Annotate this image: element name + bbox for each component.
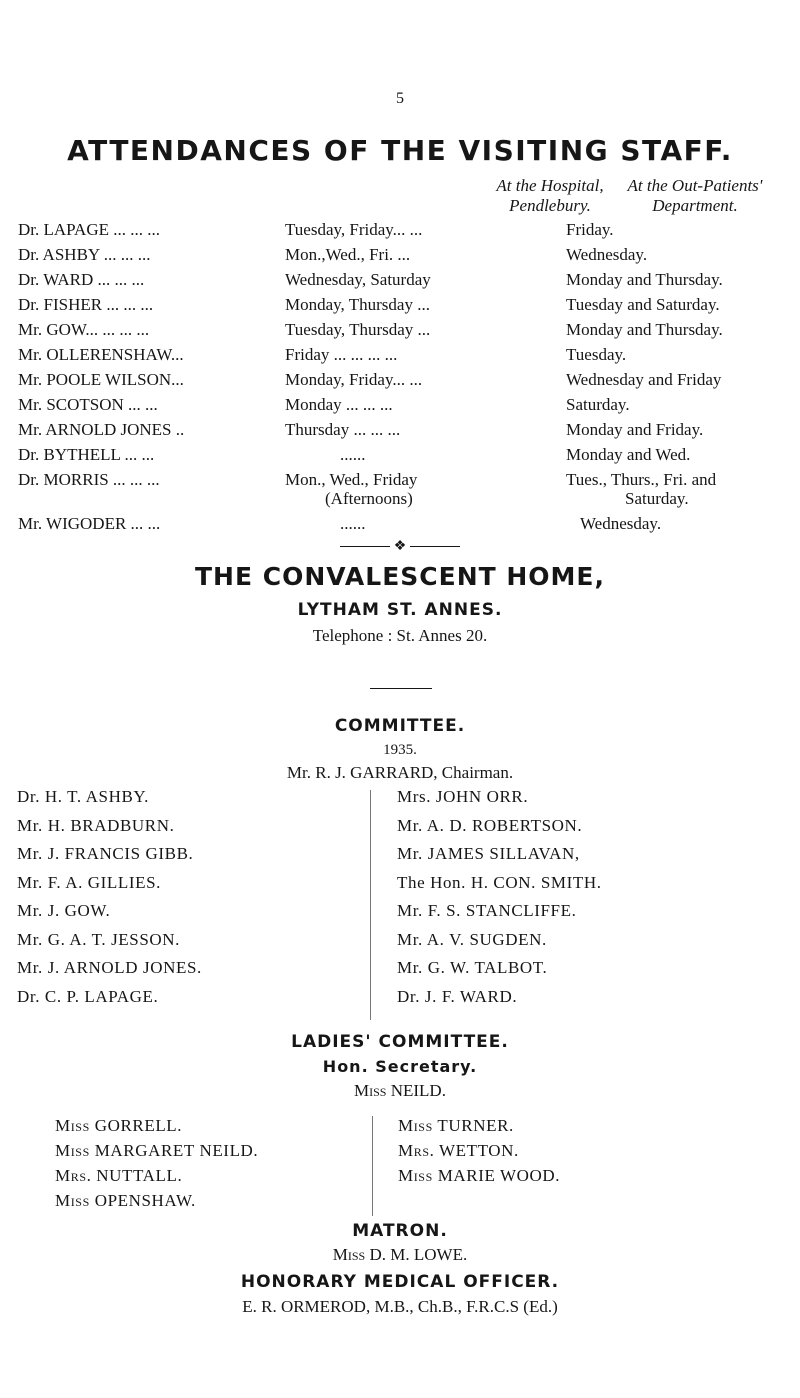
list-item: Mr. J. GOW. <box>17 901 111 920</box>
staff-name: Dr. MORRIS ... ... ... <box>18 470 160 489</box>
outpatient-days: Wednesday. <box>580 514 662 533</box>
hospital-days: Monday, Friday... ... <box>285 370 423 389</box>
hospital-days: Thursday ... ... ... <box>285 420 401 439</box>
hospital-days: Monday, Thursday ... <box>285 295 430 314</box>
outpatient-days: Wednesday. <box>566 245 648 264</box>
section-divider <box>0 538 800 555</box>
staff-name: Mr. GOW... ... ... ... <box>18 320 150 339</box>
medical-officer-heading: HONORARY MEDICAL OFFICER. <box>240 1272 560 1292</box>
staff-name: Dr. FISHER ... ... ... <box>18 295 154 314</box>
list-item: Dr. C. P. LAPAGE. <box>17 986 159 1006</box>
list-item: Mrs. WETTON. <box>398 1141 519 1160</box>
hospital-days: Tuesday, Thursday ... <box>285 320 431 339</box>
list-item: Dr. J. F. WARD. <box>397 986 518 1006</box>
page-title: ATTENDANCES OF THE VISITING STAFF. <box>67 134 733 167</box>
outpatient-days: Tuesday and Saturday. <box>566 295 720 314</box>
staff-name: Mr. OLLERENSHAW... <box>18 345 184 364</box>
table-row <box>0 245 800 267</box>
hospital-days: Monday ... ... ... <box>285 395 393 414</box>
matron-heading: MATRON. <box>352 1221 448 1241</box>
hospital-days: Mon.,Wed., Fri. ... <box>285 245 411 264</box>
short-rule <box>370 688 432 689</box>
medical-officer-name: E. R. ORMEROD, M.B., Ch.B., F.R.C.S (Ed.) <box>242 1297 558 1316</box>
committee-chairman: Mr. R. J. GARRARD, Chairman. <box>286 763 514 782</box>
list-item: Mr. F. S. STANCLIFFE. <box>397 901 577 920</box>
morris-saturday-note: Saturday. <box>625 489 689 508</box>
staff-name: Dr. WARD ... ... ... <box>18 270 145 289</box>
column-divider <box>370 790 371 1020</box>
committee-year: 1935. <box>383 742 417 758</box>
table-row <box>0 445 800 467</box>
list-item: Mr. G. A. T. JESSON. <box>17 929 180 949</box>
staff-name: Mr. ARNOLD JONES .. <box>18 420 185 439</box>
outpatient-days: Friday. <box>566 220 614 239</box>
outpatient-days: Monday and Friday. <box>566 420 704 439</box>
outpatient-days: Wednesday and Friday <box>566 370 722 389</box>
list-item: Miss MARIE WOOD. <box>398 1166 561 1185</box>
list-item: Dr. H. T. ASHBY. <box>17 787 149 806</box>
outpatients-header-line-2: Department. <box>652 196 738 215</box>
list-item: Mr. G. W. TALBOT. <box>397 958 548 977</box>
committee-right-list <box>397 787 602 1015</box>
outpatient-days: Tues., Thurs., Fri. and <box>566 470 717 489</box>
hospital-days: Mon., Wed., Friday <box>285 470 418 489</box>
outpatient-days: Monday and Thursday. <box>566 320 723 339</box>
list-item: Mr. H. BRADBURN. <box>17 815 175 835</box>
morris-afternoons-note: (Afternoons) <box>325 489 413 508</box>
page-number: 5 <box>396 90 404 107</box>
list-item: Mrs. NUTTALL. <box>55 1166 183 1185</box>
outpatient-days: Tuesday. <box>566 345 627 364</box>
table-row <box>0 320 800 342</box>
list-item: Mrs. JOHN ORR. <box>397 787 529 806</box>
secretary-heading: Hon. Secretary. <box>322 1057 478 1076</box>
column-divider <box>372 1116 373 1216</box>
list-item: The Hon. H. CON. SMITH. <box>397 872 602 892</box>
hospital-days: Tuesday, Friday... ... <box>285 220 423 239</box>
ladies-right-list <box>398 1116 560 1191</box>
home-place: LYTHAM ST. ANNES. <box>297 600 503 620</box>
ladies-left-list <box>55 1116 258 1216</box>
hospital-days: Wednesday, Saturday <box>285 270 431 289</box>
staff-name: Mr. SCOTSON ... ... <box>18 395 158 414</box>
table-row <box>0 514 800 536</box>
list-item: Miss TURNER. <box>398 1116 514 1135</box>
list-item: Mr. JAMES SILLAVAN, <box>397 844 580 863</box>
outpatient-days: Saturday. <box>566 395 630 414</box>
list-item: Mr. A. V. SUGDEN. <box>397 929 547 949</box>
home-telephone: Telephone : St. Annes 20. <box>312 626 488 645</box>
outpatients-header-line-1: At the Out-Patients' <box>627 176 763 195</box>
outpatients-column-header <box>590 176 800 216</box>
list-item: Mr. J. ARNOLD JONES. <box>17 958 202 977</box>
staff-name: Dr. ASHBY ... ... ... <box>18 245 151 264</box>
hospital-header-line-2: Pendlebury. <box>509 196 591 215</box>
secretary-name: Miss NEILD. <box>354 1081 446 1100</box>
staff-name: Mr. POOLE WILSON... <box>18 370 184 389</box>
outpatient-days: Monday and Thursday. <box>566 270 723 289</box>
table-row <box>0 395 800 417</box>
hospital-header-line-1: At the Hospital, <box>496 176 604 195</box>
hospital-days: ...... <box>340 445 366 464</box>
list-item: Mr. A. D. ROBERTSON. <box>397 815 583 835</box>
list-item: Mr. J. FRANCIS GIBB. <box>17 844 194 863</box>
list-item: Mr. F. A. GILLIES. <box>17 872 162 892</box>
table-row <box>0 345 800 367</box>
list-item: Miss GORRELL. <box>55 1116 183 1135</box>
ladies-committee-heading: LADIES' COMMITTEE. <box>291 1032 509 1052</box>
table-row <box>0 370 800 392</box>
diamond-ornament-icon: ❖ <box>393 539 407 554</box>
table-row <box>0 420 800 442</box>
hospital-days: Friday ... ... ... ... <box>285 345 398 364</box>
outpatient-days: Monday and Wed. <box>566 445 691 464</box>
committee-heading: COMMITTEE. <box>334 716 466 736</box>
list-item: Miss MARGARET NEILD. <box>55 1141 259 1160</box>
table-row <box>0 295 800 317</box>
table-row <box>0 270 800 292</box>
committee-left-list <box>17 787 202 1015</box>
table-row <box>0 220 800 242</box>
staff-name: Dr. BYTHELL ... ... <box>18 445 155 464</box>
hospital-days: ...... <box>340 514 366 533</box>
staff-name: Dr. LAPAGE ... ... ... <box>18 220 160 239</box>
home-title: THE CONVALESCENT HOME, <box>194 562 606 591</box>
staff-name: Mr. WIGODER ... ... <box>18 514 161 533</box>
list-item: Miss OPENSHAW. <box>55 1191 196 1210</box>
matron-name: Miss D. M. LOWE. <box>332 1245 468 1264</box>
